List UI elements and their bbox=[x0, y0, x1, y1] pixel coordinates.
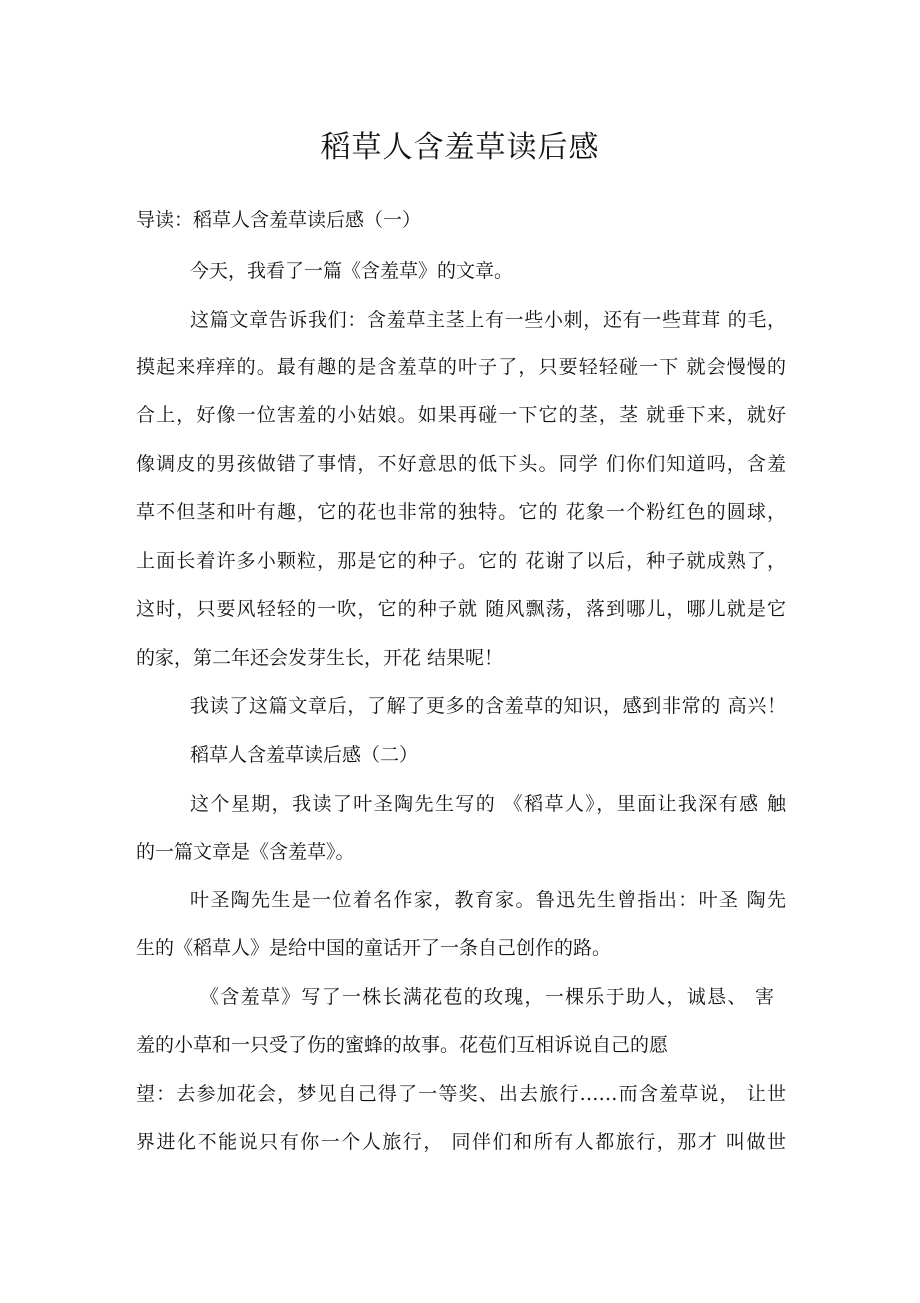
paragraph-line: 羞的小草和一只受了伤的蜜蜂的故事。花苞们互相诉说自己的愿 bbox=[136, 1034, 669, 1056]
paragraph-line: 草不但茎和叶有趣，它的花也非常的独特。它的 花象一个粉红色的圆球， bbox=[136, 501, 786, 523]
paragraph-line: 的一篇文章是《含羞草》。 bbox=[136, 841, 355, 863]
paragraph-line: 生的《稻草人》是给中国的童话开了一条自己创作的路。 bbox=[136, 937, 612, 959]
paragraph-line: 这篇文章告诉我们：含羞草主茎上有一些小刺，还有一些茸茸 的毛， bbox=[190, 309, 786, 331]
document-title: 稻草人含羞草读后感 bbox=[320, 130, 600, 165]
paragraph-line: 像调皮的男孩做错了事情，不好意思的低下头。同学 们你们知道吗，含羞 bbox=[136, 453, 786, 475]
section-heading: 稻草人含羞草读后感（二） bbox=[190, 744, 419, 766]
paragraph-line: 叶圣陶先生是一位着名作家，教育家。鲁迅先生曾指出：叶圣 陶先 bbox=[190, 889, 786, 911]
intro-line: 导读：稻草人含羞草读后感（一） bbox=[136, 209, 422, 231]
paragraph-line: 界进化不能说只有你一个人旅行， 同伴们和所有人都旅行，那才 叫做世 bbox=[136, 1131, 786, 1153]
paragraph-line: 上面长着许多小颗粒，那是它的种子。它的 花谢了以后，种子就成熟了， bbox=[136, 550, 786, 572]
paragraph-line: 摸起来痒痒的。最有趣的是含羞草的叶子了，只要轻轻碰一下 就会慢慢的 bbox=[136, 356, 786, 378]
paragraph-line: 这时，只要风轻轻的一吹，它的种子就 随风飘荡，落到哪儿，哪儿就是它 bbox=[136, 598, 786, 620]
paragraph-line: 今天，我看了一篇《含羞草》的文章。 bbox=[190, 260, 514, 282]
paragraph-line: 的家，第二年还会发芽生长，开花 结果呢！ bbox=[136, 647, 504, 669]
paragraph-line: 合上，好像一位害羞的小姑娘。如果再碰一下它的茎，茎 就垂下来，就好 bbox=[136, 404, 786, 426]
paragraph-line: 《含羞草》写了一株长满花苞的玫瑰，一棵乐于助人，诚恳、 害 bbox=[200, 986, 774, 1008]
paragraph-line: 这个星期，我读了叶圣陶先生写的 《稻草人》，里面让我深有感 触 bbox=[190, 793, 786, 815]
paragraph-line: 我读了这篇文章后，了解了更多的含羞草的知识，感到非常的 高兴！ bbox=[190, 695, 786, 717]
paragraph-line: 望：去参加花会，梦见自己得了一等奖、出去旅行……而含羞草说， 让世 bbox=[136, 1083, 786, 1105]
